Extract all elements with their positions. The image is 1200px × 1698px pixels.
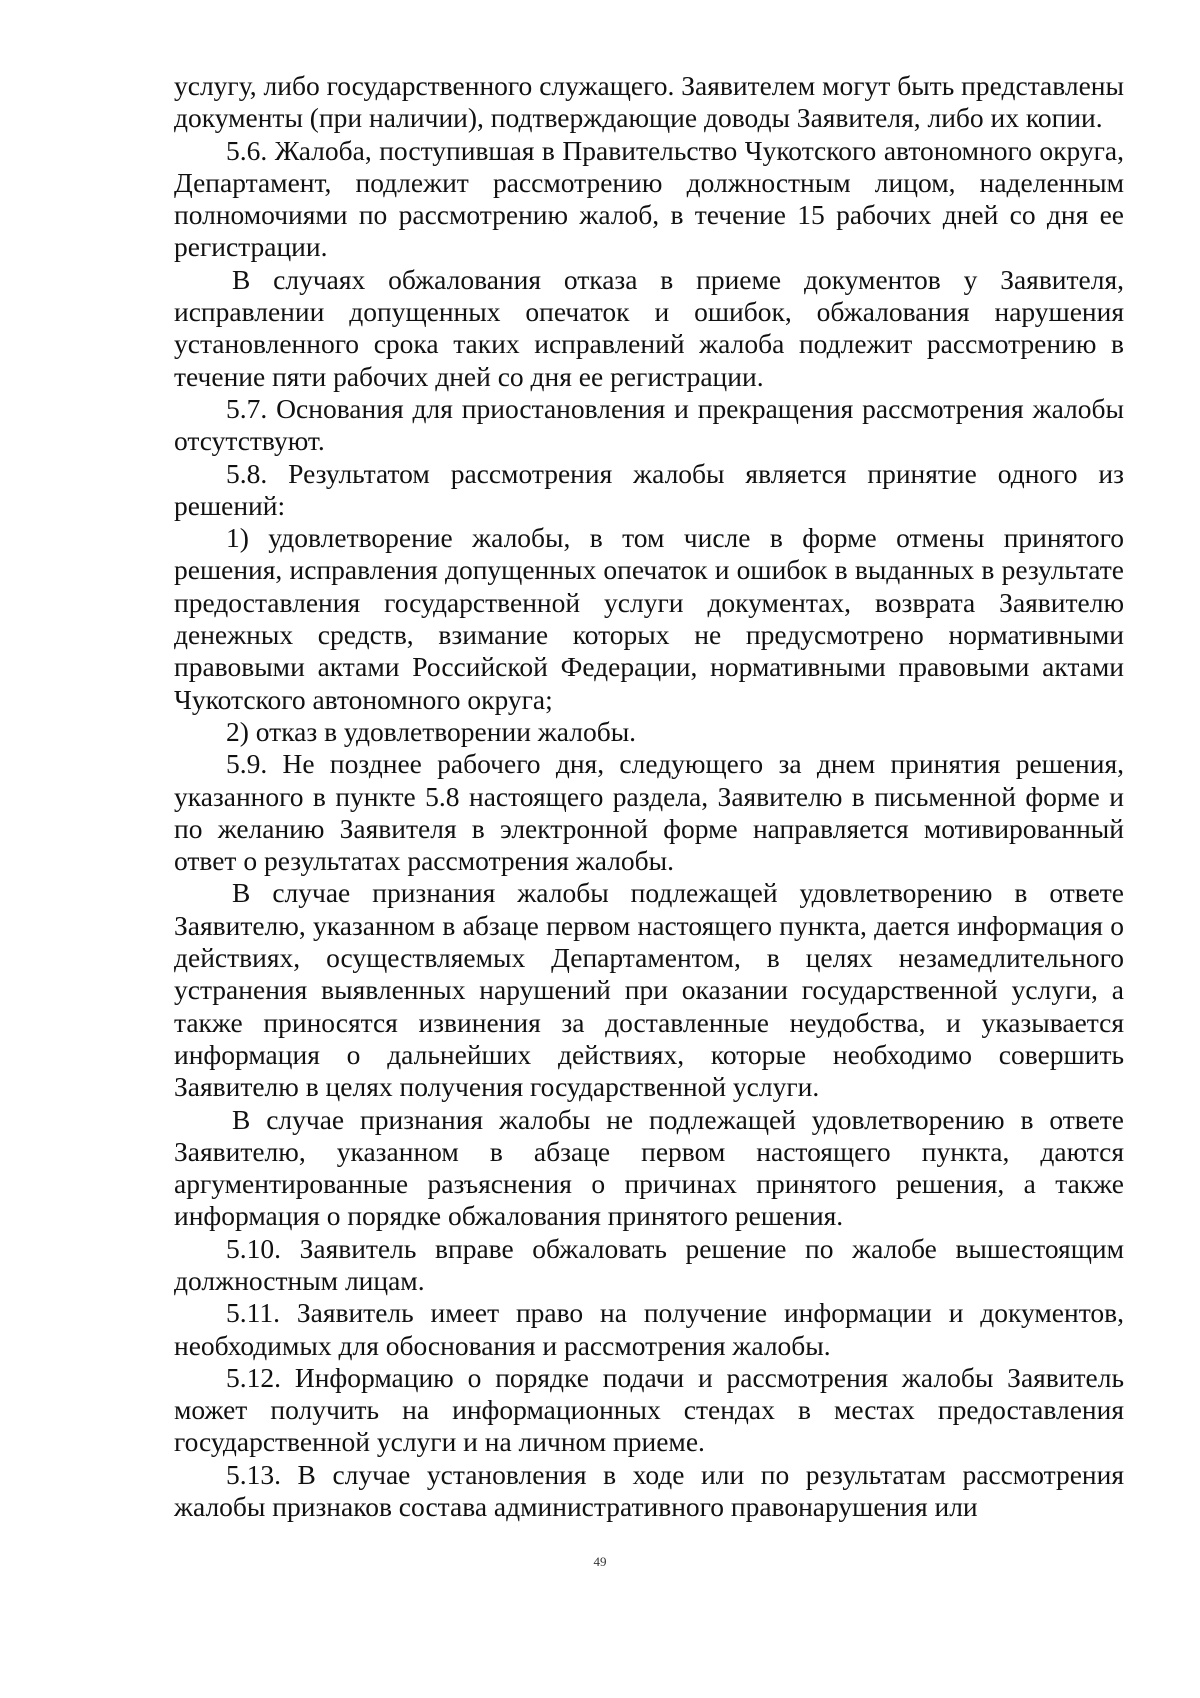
paragraph-5-9-not-satisfied: В случае признания жалобы не подлежащей удовлетворению в ответе Заявителю, указанном в абзаце первом настоящего пункта, даются аргументированные разъяснения о причинах принятого решения, а также информация о порядке обжалования принятого решения. [174,1103,1124,1232]
paragraph-5-7: 5.7. Основания для приостановления и прекращения рассмотрения жалобы отсутствуют. [174,392,1124,457]
paragraph-5-13: 5.13. В случае установления в ходе или по результатам рассмотрения жалобы признаков состава административного правонарушения или [174,1458,1124,1523]
paragraph-5-6-complaint-cases: В случаях обжалования отказа в приеме документов у Заявителя, исправлении допущенных опечаток и ошибок, обжалования нарушения установленного срока таких исправлений жалоба подлежит рассмотрению в течение пяти рабочих дней со дня ее регистрации. [174,263,1124,392]
paragraph-continuation: услугу, либо государственного служащего. Заявителем могут быть представлены документы (при наличии), подтверждающие доводы Заявителя, либо их копии. [174,70,1124,134]
paragraph-5-9-satisfied: В случае признания жалобы подлежащей удовлетворению в ответе Заявителю, указанном в абзаце первом настоящего пункта, дается информация о действиях, осуществляемых Департаментом, в целях незамедлительного устранения выявленных нарушений при оказании государственной услуги, а также приносятся извинения за доставленные неудобства, и указывается информация о дальнейших действиях, которые необходимо совершить Заявителю в целях получения государственной услуги. [174,877,1124,1103]
document-body [174,70,1124,1523]
list-item-1: 1) удовлетворение жалобы, в том числе в форме отмены принятого решения, исправления допущенных опечаток и ошибок в выданных в результате предоставления государственной услуги документах, возврата Заявителю денежных средств, взимание которых не предусмотрено нормативными правовыми актами Российской Федерации, нормативными правовыми актами Чукотского автономного округа; [174,522,1124,715]
list-item-2: 2) отказ в удовлетворении жалобы. [226,715,637,747]
paragraph-5-6: 5.6. Жалоба, поступившая в Правительство Чукотского автономного округа, Департамент, подлежит рассмотрению должностным лицом, наделенным полномочиями по рассмотрению жалоб, в течение 15 рабочих дней со дня ее регистрации. [174,134,1124,263]
page-number: 49 [593,1554,607,1569]
paragraph-5-11: 5.11. Заявитель имеет право на получение информации и документов, необходимых для обоснования и рассмотрения жалобы. [174,1297,1124,1361]
paragraph-5-9: 5.9. Не позднее рабочего дня, следующего за днем принятия решения, указанного в пункте 5.8 настоящего раздела, Заявителю в письменной форме и по желанию Заявителя в электронной форме направляется мотивированный ответ о результатах рассмотрения жалобы. [174,748,1124,877]
paragraph-5-10: 5.10. Заявитель вправе обжаловать решение по жалобе вышестоящим должностным лицам. [174,1232,1124,1296]
paragraph-5-8: 5.8. Результатом рассмотрения жалобы является принятие одного из решений: [174,457,1124,521]
paragraph-5-12: 5.12. Информацию о порядке подачи и рассмотрения жалобы Заявитель может получить на информационных стендах в местах предоставления государственной услуги и на личном приеме. [174,1361,1124,1458]
